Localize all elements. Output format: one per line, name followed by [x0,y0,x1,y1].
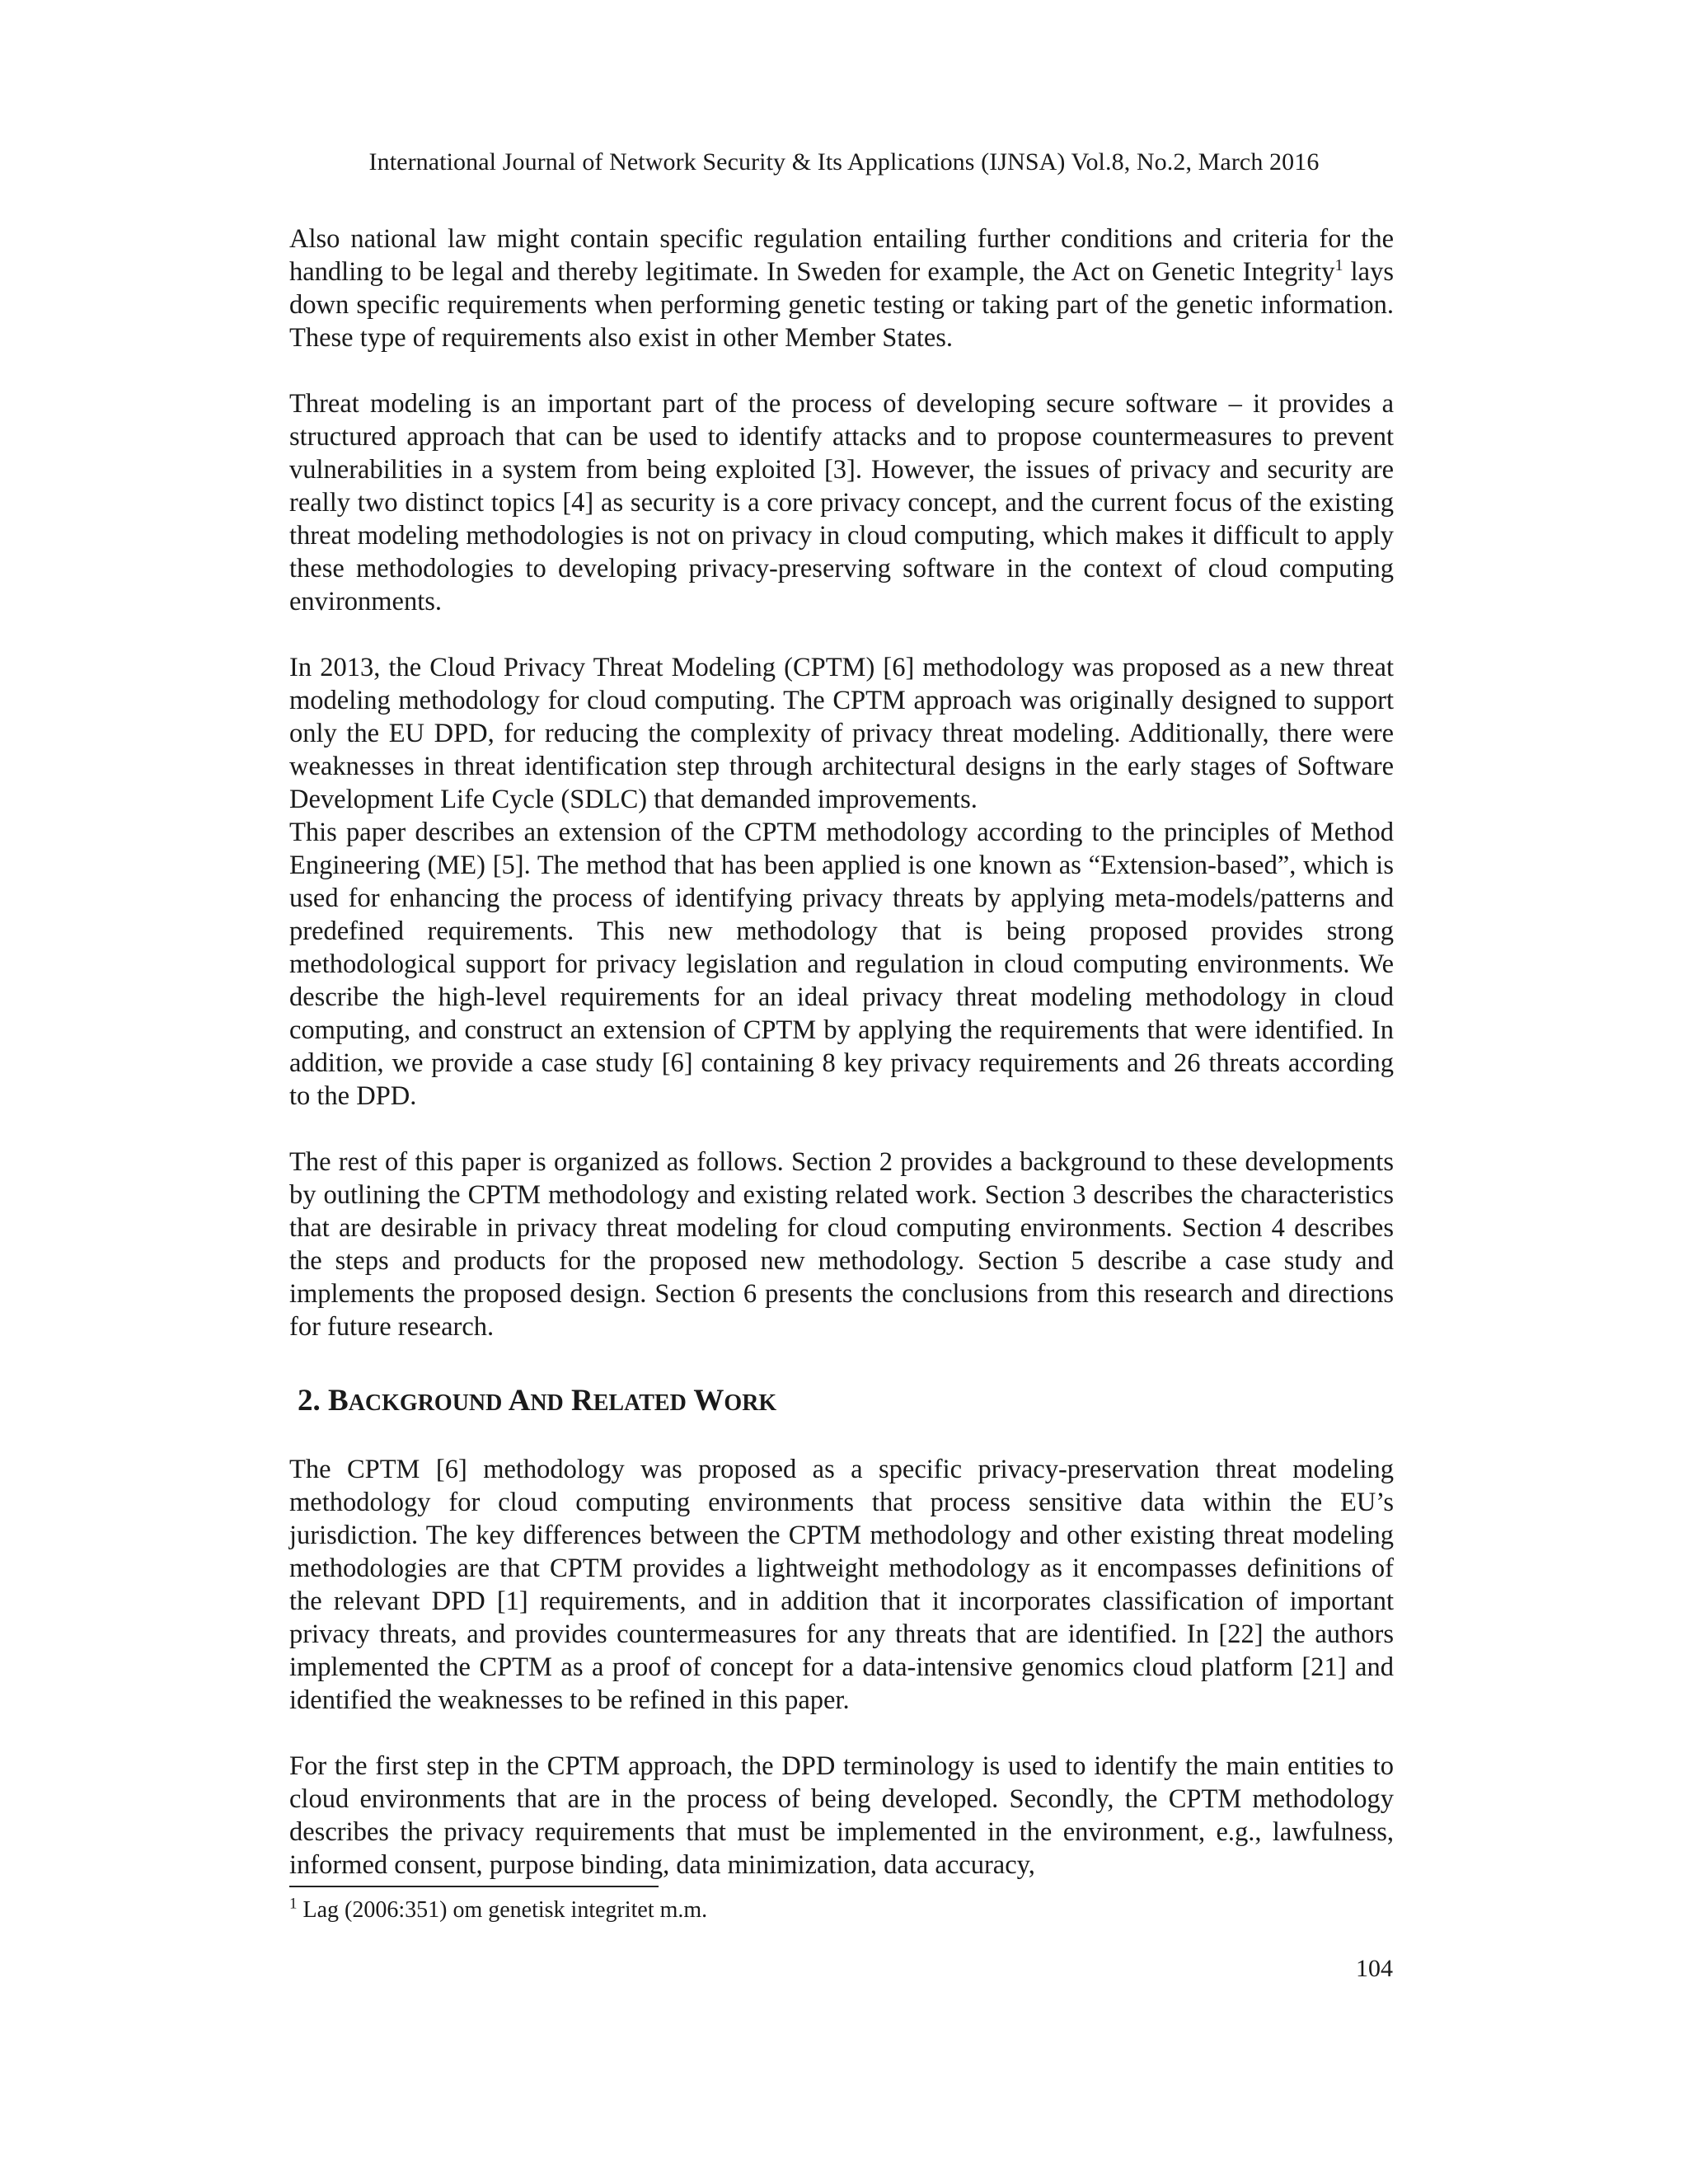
heading-smallcaps: ACKGROUND [348,1390,503,1416]
section-heading-background [298,1383,1394,1422]
paragraph-first-step: For the first step in the CPTM approach, the DPD terminology is used to identify the main entities to cloud environments that are in the process of being developed. Secondly, the CPTM methodology describes the privacy requirements that must be implemented in the environment, e.g., lawfulness, informed consent, purpose binding, data minimization, data accuracy, [289,1751,1394,1880]
heading-smallcaps: ND [530,1390,564,1416]
page-number: 104 [1356,1955,1393,1982]
heading-initial: A [508,1384,531,1418]
footnote-mark: 1 [289,1895,298,1913]
heading-initial: R [571,1384,593,1418]
running-header: International Journal of Network Security & Its Applications (IJNSA) Vol.8, No.2, March 2016 [368,148,1320,176]
footnote-divider [289,1886,659,1887]
paragraph-national-law [289,223,1394,354]
paragraph-organization: The rest of this paper is organized as follows. Section 2 provides a background to these developments by outlining the CPTM methodology and existing related work. Section 3 describes the characteristics that are desirable in privacy threat modeling for cloud computing environments. Section 4 describes the steps and products for the proposed new methodology. Section 5 describe a case study and implements the proposed design. Section 6 presents the conclusions from this research and directions for future research. [289,1147,1394,1342]
heading-initial: B [328,1384,349,1418]
heading-initial: W [693,1384,724,1418]
paragraph-extension: This paper describes an extension of the CPTM methodology according to the principles of Method Engineering (ME) [5]. The method that has been applied is one known as “Extension-based”, which is used for enhancing the process of identifying privacy threats by applying meta-models/patterns and predefined requirements. This new methodology that is being proposed provides strong methodological support for privacy legislation and regulation in cloud computing environments. We describe the high-level requirements for an ideal privacy threat modeling methodology in cloud computing, and construct an extension of CPTM by applying the requirements that were identified. In addition, we provide a case study [6] containing 8 key privacy requirements and 26 threats according to the DPD. [289,818,1394,1111]
paragraph-threat-modeling: Threat modeling is an important part of the process of developing secure software – it provides a structured approach that can be used to identify attacks and to propose countermeasures to prevent vulnerabilities in a system from being exploited [3]. However, the issues of privacy and security are really two distinct topics [4] as security is a core privacy concept, and the current focus of the existing threat modeling methodologies is not on privacy in cloud computing, which makes it difficult to apply these methodologies to developing privacy-preserving software in the context of cloud computing environments. [289,389,1394,616]
paragraph-text: lays down specific requirements when performing genetic testing or taking part of the genetic information. These type of requirements also exist in other Member States. [289,257,1394,353]
footnote [289,1896,707,1925]
heading-smallcaps: ORK [724,1390,777,1416]
section-number: 2. [298,1384,328,1418]
page-body [289,223,1394,1882]
paragraph-cptm-2013: In 2013, the Cloud Privacy Threat Modeling (CPTM) [6] methodology was proposed as a new threat modeling methodology for cloud computing. The CPTM approach was originally designed to support only the EU DPD, for reducing the complexity of privacy threat modeling. Additionally, there were weaknesses in threat identification step through architectural designs in the early stages of Software Development Life Cycle (SDLC) that demanded improvements. [289,653,1394,814]
footnote-reference: 1 [1334,256,1343,275]
heading-smallcaps: ELATED [593,1390,687,1416]
paragraph-text: Also national law might contain specific regulation entailing further conditions and criteria for the handling to be legal and thereby legitimate. In Sweden for example, the Act on Genetic Integrity [289,224,1394,287]
paragraph-cptm-proposal: The CPTM [6] methodology was proposed as a specific privacy-preservation threat modeling methodology for cloud computing environments that process sensitive data within the EU’s jurisdiction. The key differences between the CPTM methodology and other existing threat modeling methodologies are that CPTM provides a lightweight methodology as it encompasses definitions of the relevant DPD [1] requirements, and in addition that it incorporates classification of important privacy threats, and provides countermeasures for any threats that are identified. In [22] the authors implemented the CPTM as a proof of concept for a data-intensive genomics cloud platform [21] and identified the weaknesses to be refined in this paper. [289,1455,1394,1715]
footnote-text: Lag (2006:351) om genetisk integritet m.m. [297,1897,708,1923]
